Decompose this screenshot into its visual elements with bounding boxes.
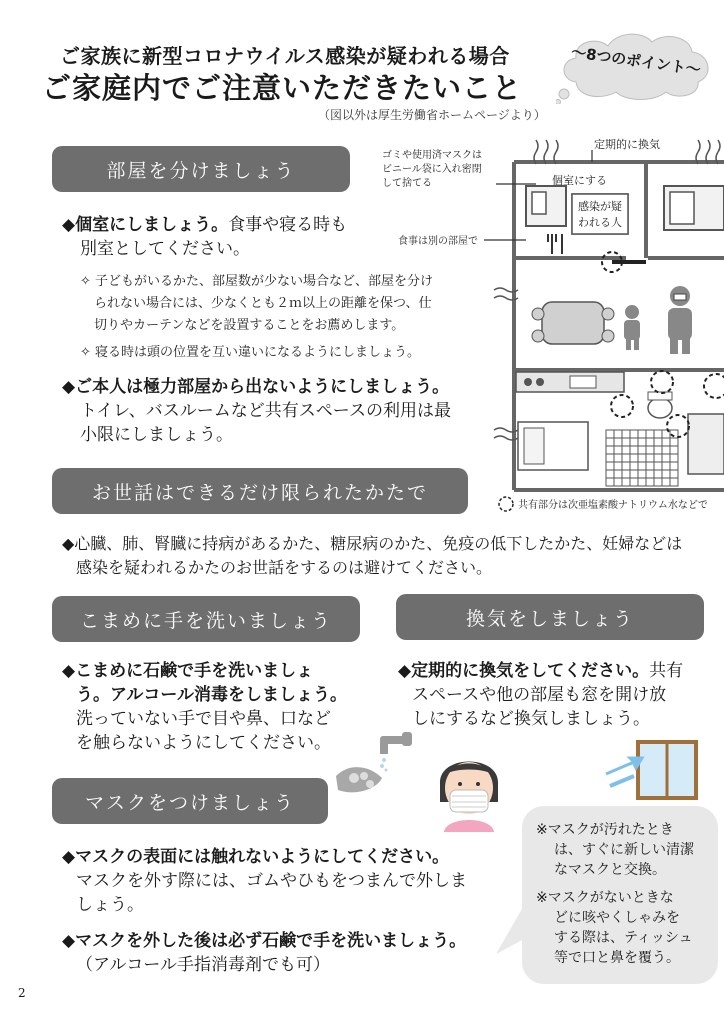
care-line-1: ◆心臓、肺、腎臓に持病があるかた、糖尿病のかた、免疫の低下したかた、妊婦などは — [62, 534, 683, 553]
hands-line-1: ◆こまめに石鹸で手を洗いましょ — [62, 661, 314, 681]
person-mask-illustration — [434, 744, 504, 832]
care-line-2: 感染を疑われるかたのお世話をするのは避けてください。 — [76, 558, 493, 577]
rooms-sub2: ✧ 寝る時は頭の位置を互い違いになるようにしましょう。 — [80, 345, 421, 360]
label-trash-2: ビニール袋に入れ密閉 — [382, 164, 482, 175]
rooms-sub1-line3: 切りやカーテンなどを設置することをお薦めします。 — [94, 318, 405, 333]
rooms-sub1-line1: ✧ 子どもがいるかた、部屋数が少ない場合など、部屋を分け — [80, 274, 434, 289]
bubble-note-2 — [536, 888, 693, 968]
bubble-n1-line2: は、すぐに新しい清潔 — [554, 842, 694, 858]
bubble-n2-line3: する際は、ティッシュ — [554, 930, 693, 946]
bubble-n1-line3: なマスクと交換。 — [554, 862, 666, 878]
heading-ventilate: 換気をしましょう — [396, 594, 704, 640]
page-title: ご家庭内でご注意いただきたいこと — [42, 71, 523, 105]
rooms-p1-rest-a: 食事や寝る時も — [228, 215, 348, 235]
window-illustration — [604, 740, 700, 804]
mask-p1-line3: しょう。 — [76, 895, 144, 915]
rooms-p2-strong: ◆ご本人は極力部屋から出ないようにしましょう。 — [62, 377, 450, 397]
rooms-sub1-line2: られない場合には、少なくとも２ｍ以上の距離を保つ、仕 — [94, 296, 432, 311]
bubble-note-1 — [536, 820, 694, 880]
vent-line-2: スペースや他の部屋も窓を開け放 — [412, 685, 667, 705]
hands-line-2: う。アルコール消毒をしましょう。 — [76, 685, 347, 705]
label-trash-1: ゴミや使用済マスクは — [382, 150, 482, 161]
bubble-n1-line1: ※マスクが汚れたとき — [536, 822, 674, 838]
vent-line-1 — [398, 660, 683, 683]
vent-line-1-strong: ◆定期的に換気をしてください。 — [398, 661, 650, 681]
bubble-n2-line4: 等で口と鼻を覆う。 — [554, 950, 680, 966]
floor-plan-illustration — [376, 130, 724, 520]
label-suspected-2: われる人 — [578, 216, 622, 229]
heading-limited-caregivers: お世話はできるだけ限られたかたで — [52, 468, 468, 514]
mask-p1-strong: ◆マスクの表面には触れないようにしてください。 — [62, 847, 450, 867]
label-suspected-1: 感染が疑 — [578, 200, 622, 213]
heading-wear-mask: マスクをつけましょう — [52, 778, 328, 824]
label-disinfect: 共有部分は次亜塩素酸ナトリウム水などで — [518, 500, 708, 511]
bubble-n2-line2: どに咳やくしゃみを — [554, 910, 680, 926]
points-badge: 〜8つのポイント〜 — [570, 43, 702, 79]
mask-p2-strong: ◆マスクを外した後は必ず石鹸で手を洗いましょう。 — [62, 931, 467, 951]
label-ventilate: 定期的に換気 — [594, 138, 660, 151]
heading-wash-hands: こまめに手を洗いましょう — [52, 596, 360, 642]
hands-line-4: を触らないようにしてください。 — [76, 733, 331, 753]
heading-separate-rooms: 部屋を分けましょう — [52, 146, 350, 192]
rooms-p1-strong: ◆個室にしましょう。 — [62, 215, 229, 235]
source-note: （図以外は厚生労働省ホームページより） — [318, 108, 546, 122]
mask-p2-line2: （アルコール手指消毒剤でも可） — [76, 955, 330, 975]
page-number: 2 — [18, 986, 26, 1000]
vent-line-1-rest: 共有 — [649, 661, 684, 681]
mask-p1-line2: マスクを外す際には、ゴムやひもをつまんで外しま — [76, 871, 467, 891]
hands-line-3: 洗っていない手で目や鼻、口など — [76, 709, 331, 729]
label-private-room: 個室にする — [552, 174, 607, 187]
rooms-p1-rest-b: 別室としてください。 — [80, 239, 250, 259]
vent-line-3: しにするなど換気しましょう。 — [412, 709, 650, 729]
title-line-1: ご家族に新型コロナウイルス感染が疑われる場合 — [60, 44, 510, 68]
rooms-paragraph-1 — [62, 214, 347, 237]
rooms-p2-line2: トイレ、バスルームなど共有スペースの利用は最 — [80, 401, 451, 421]
label-meal: 食事は別の部屋で — [398, 236, 478, 247]
bubble-n2-line1: ※マスクがないときな — [536, 890, 674, 906]
hand-washing-illustration — [330, 732, 420, 802]
rooms-p2-line3: 小限にしましょう。 — [80, 425, 233, 445]
label-trash-3: して捨てる — [382, 178, 432, 189]
